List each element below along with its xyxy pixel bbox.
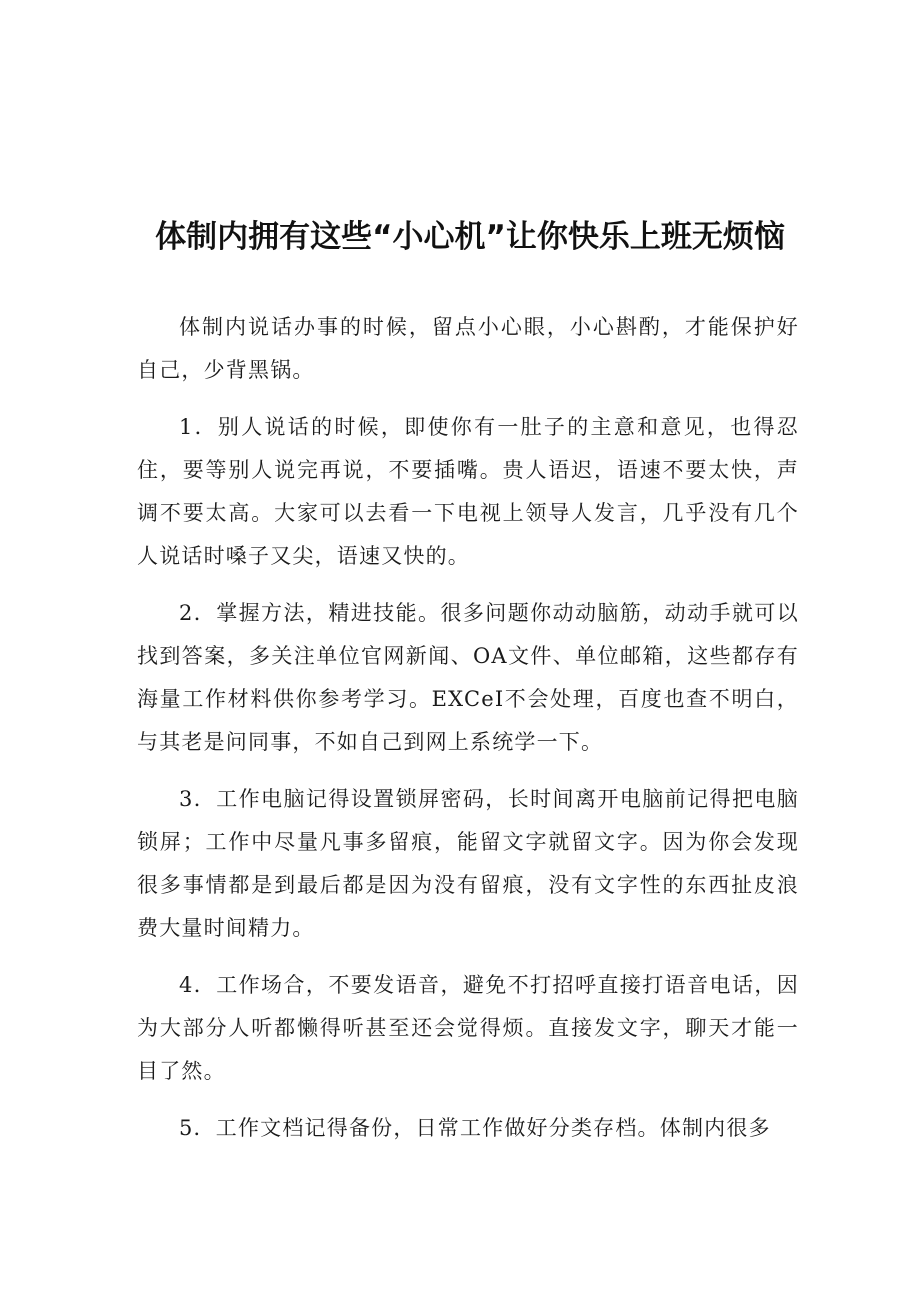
document-title: 体制内拥有这些“小心机”让你快乐上班无烦恼 [155,219,785,255]
paragraph-item-5: 5．工作文档记得备份，日常工作做好分类存档。体制内很多 [179,1116,771,1140]
document-body [137,306,799,1164]
paragraph-item-2: 2．掌握方法，精进技能。很多问题你动动脑筋，动动手就可以找到答案，多关注单位官网新闻、OA文件、单位邮箱，这些都存有海量工作材料供你参考学习。EXCeI不会处理，百度也查不明白，与其老是问同事，不如自己到网上系统学一下。 [137,601,799,754]
paragraph-item-1: 1．别人说话的时候，即使你有一肚子的主意和意见，也得忍住，要等别人说完再说，不要插嘴。贵人语迟，语速不要太快，声调不要太高。大家可以去看一下电视上领导人发言，几乎没有几个人说话时嗓子又尖，语速又快的。 [137,415,799,568]
paragraph-intro: 体制内说话办事的时候，留点小心眼，小心斟酌，才能保护好自己，少背黑锅。 [137,315,799,382]
paragraph-item-4: 4．工作场合，不要发语音，避免不打招呼直接打语音电话，因为大部分人听都懒得听甚至还会觉得烦。直接发文字，聊天才能一目了然。 [137,973,799,1083]
paragraph-item-3: 3．工作电脑记得设置锁屏密码，长时间离开电脑前记得把电脑锁屏；工作中尽量凡事多留痕，能留文字就留文字。因为你会发现很多事情都是到最后都是因为没有留痕，没有文字性的东西扯皮浪费大量时间精力。 [137,787,799,940]
